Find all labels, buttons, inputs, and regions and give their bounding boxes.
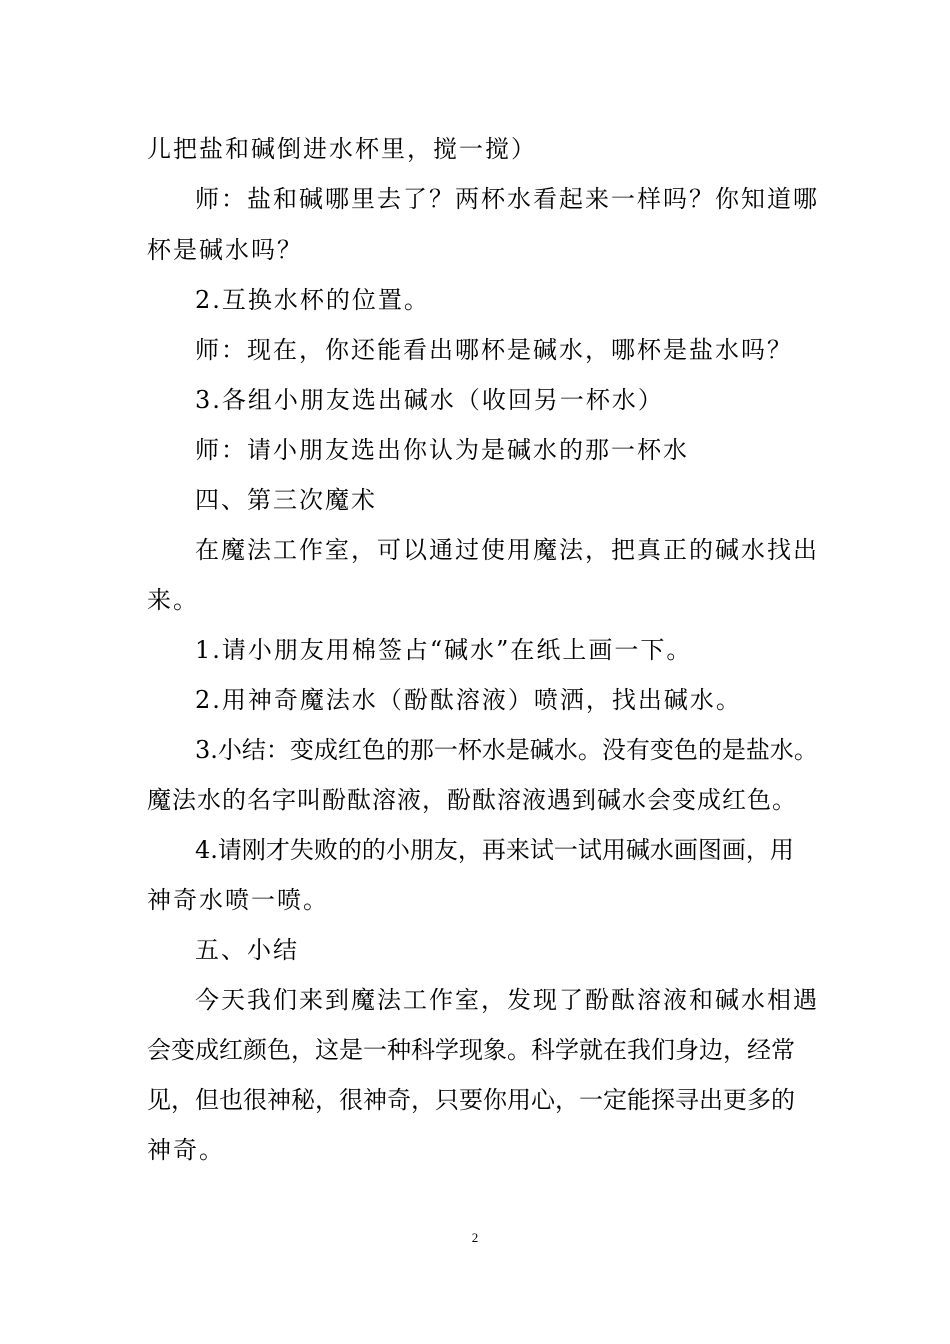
text-line: 1.请小朋友用棉签占“碱水”在纸上画一下。 xyxy=(195,636,693,664)
page-number: 2 xyxy=(471,1230,479,1245)
text-line: 会变成红颜色，这是一种科学现象。科学就在我们身边，经常 xyxy=(147,1036,795,1064)
text-line: 神奇。 xyxy=(147,1136,225,1164)
section-heading: 四、第三次魔术 xyxy=(195,486,377,514)
section-heading: 五、小结 xyxy=(195,936,299,964)
text-line: 见，但也很神秘，很神奇，只要你用心，一定能探寻出更多的 xyxy=(147,1086,795,1114)
text-line: 4.请刚才失败的的小朋友，再来试一试用碱水画图画，用 xyxy=(195,836,794,864)
text-line: 师：现在，你还能看出哪杯是碱水，哪杯是盐水吗？ xyxy=(195,336,793,364)
text-line: 今天我们来到魔法工作室，发现了酚酞溶液和碱水相遇 xyxy=(195,986,819,1014)
text-line: 师：盐和碱哪里去了？两杯水看起来一样吗？你知道哪 xyxy=(195,185,819,213)
text-line: 2.互换水杯的位置。 xyxy=(195,286,430,314)
text-line: 3.各组小朋友选出碱水（收回另一杯水） xyxy=(195,386,664,414)
text-line: 儿把盐和碱倒进水杯里，搅一搅） xyxy=(147,135,537,163)
text-line: 师：请小朋友选出你认为是碱水的那一杯水 xyxy=(195,436,689,464)
text-line: 3.小结：变成红色的那一杯水是碱水。没有变色的是盐水。 xyxy=(195,736,818,764)
text-line: 来。 xyxy=(147,586,199,614)
text-line: 魔法水的名字叫酚酞溶液，酚酞溶液遇到碱水会变成红色。 xyxy=(147,786,797,814)
text-line: 杯是碱水吗？ xyxy=(147,236,303,264)
text-line: 神奇水喷一喷。 xyxy=(147,886,329,914)
text-line: 在魔法工作室，可以通过使用魔法，把真正的碱水找出 xyxy=(195,536,819,564)
text-line: 2.用神奇魔法水（酚酞溶液）喷洒，找出碱水。 xyxy=(195,686,742,714)
